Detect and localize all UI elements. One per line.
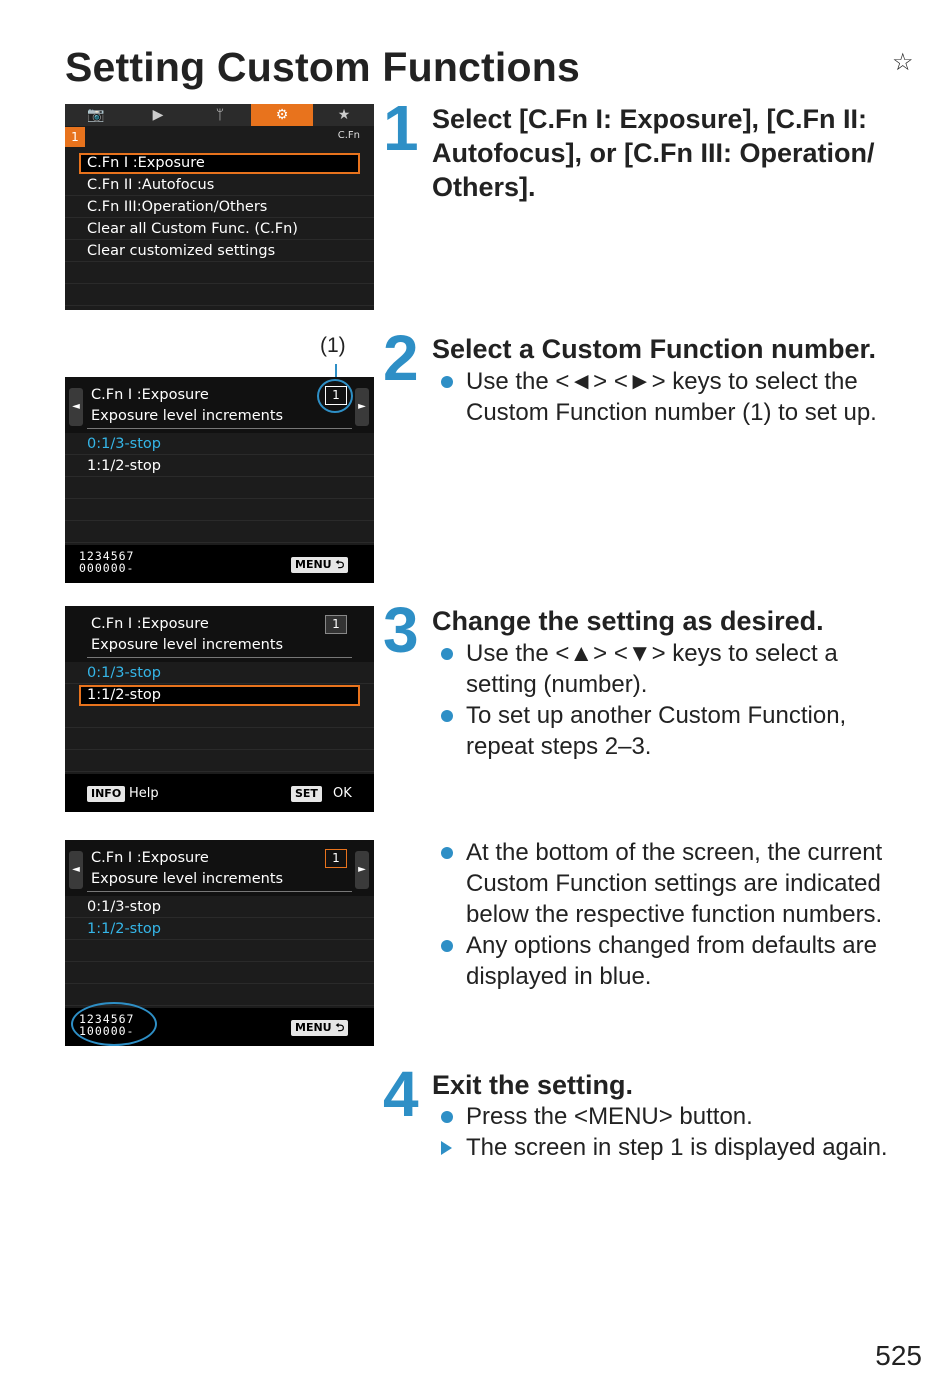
star-tab-icon: ★ [337,107,351,123]
bullet-item [433,930,933,992]
option-row[interactable]: 1:1/2-stop [65,456,374,477]
function-title [91,385,283,427]
heading-line: Select [C.Fn I: Exposure], [C.Fn II: [432,104,868,134]
current-settings: 000000- [79,561,135,575]
menu-item-clear-all[interactable]: Clear all Custom Func. (C.Fn) [65,219,374,240]
screen-current-settings [65,840,374,1046]
step-number: 1 [383,92,419,164]
bullet-line: setting (number). [466,671,648,698]
divider [87,428,352,429]
result-arrow-icon [441,1141,452,1155]
screen-select-number [65,377,374,583]
camera-icon: 📷 [87,107,105,123]
bullet-line: Use the <◄> <►> keys to select the [466,368,858,395]
empty-row [65,707,374,728]
right-arrow-icon[interactable]: ► [355,851,369,889]
empty-row [65,478,374,499]
option-row[interactable]: 0:1/3-stop [65,434,374,455]
current-settings: 100000- [79,1024,135,1038]
bullet-list [433,638,923,762]
result-item [433,1132,933,1163]
divider [87,891,352,892]
function-title [91,848,283,890]
right-arrow-icon[interactable]: ► [355,388,369,426]
callout-label: (1) [320,334,346,357]
bullet-item [433,700,923,762]
bullet-line: repeat steps 2–3. [466,733,652,760]
function-group: C.Fn I :Exposure [91,387,209,403]
divider [87,657,352,658]
function-name: Exposure level increments [91,408,284,424]
menu-key-label: MENU [295,1021,332,1034]
empty-row [65,963,374,984]
left-arrow-icon[interactable]: ◄ [69,388,83,426]
step-heading: Select a Custom Function number. [432,334,877,364]
function-numbers: 1234567 [79,1012,135,1026]
menu-item-operation[interactable]: C.Fn III:Operation/Others [65,197,374,218]
number-highlight-circle [317,379,353,413]
star-icon: ☆ [892,49,914,76]
page-number: 525 [875,1340,922,1371]
info-button[interactable]: INFO [87,786,125,802]
bullet-line: below the respective function numbers. [466,901,883,928]
heading-line: Others]. [432,172,536,202]
empty-row [65,522,374,543]
back-icon: ⮌ [335,558,345,571]
settings-highlight-ellipse [71,1002,157,1046]
bullet-dot-icon [441,847,453,859]
bullet-line: Custom Function settings are indicated [466,870,881,897]
function-group: C.Fn I :Exposure [91,850,209,866]
menu-button[interactable] [291,557,348,573]
function-header [65,840,374,896]
screen-change-setting [65,606,374,812]
option-row[interactable]: 0:1/3-stop [65,897,374,918]
step-heading [432,102,922,204]
bullet-list [433,1101,933,1163]
menu-empty-row [65,263,374,284]
menu-item-clear-customized[interactable]: Clear customized settings [65,241,374,262]
back-icon: ⮌ [335,1021,345,1034]
help-label: Help [129,786,159,801]
function-header [65,377,374,433]
function-title [91,614,283,656]
screen-footer [65,545,374,583]
menu-item-autofocus[interactable]: C.Fn II :Autofocus [65,175,374,196]
step-heading: Change the setting as desired. [432,606,824,636]
bullet-line: Any options changed from defaults are [466,932,877,959]
bullet-list [433,366,923,428]
bullet-line: Use the <▲> <▼> keys to select a [466,640,838,667]
function-group: C.Fn I :Exposure [91,616,209,632]
bullet-dot-icon [441,1111,453,1123]
bullet-line: To set up another Custom Function, [466,702,847,729]
screen-footer [65,1008,374,1046]
empty-row [65,729,374,750]
menu-button[interactable] [291,1020,348,1036]
menu-item-exposure[interactable]: C.Fn I :Exposure [79,153,360,174]
left-arrow-icon[interactable]: ◄ [69,851,83,889]
tab-setup[interactable] [189,104,251,126]
wrench-icon: ᛘ [215,107,225,123]
section-label: C.Fn [337,130,360,141]
screen-footer [65,774,374,812]
step-heading: Exit the setting. [432,1070,634,1100]
note-list [433,837,933,992]
step-number: 4 [383,1058,419,1130]
function-number: 1 [325,386,347,405]
function-name: Exposure level increments [91,637,284,653]
bullet-item [433,1101,933,1132]
page-indicator: 1 [65,127,85,147]
bullet-dot-icon [441,648,453,660]
function-numbers: 1234567 [79,549,135,563]
tab-shooting[interactable] [65,104,127,126]
empty-row [65,751,374,772]
menu-tab-bar [65,104,374,126]
bullet-dot-icon [441,710,453,722]
option-row[interactable]: 1:1/2-stop [65,919,374,940]
bullet-item [433,366,923,428]
function-header [65,606,374,662]
bullet-line: At the bottom of the screen, the current [466,839,883,866]
option-row-selected[interactable]: 1:1/2-stop [79,685,360,706]
custom-functions-icon: ⚙ [275,107,289,123]
bullet-line: displayed in blue. [466,963,652,990]
tab-my-menu[interactable] [313,104,374,126]
screen-menu [65,104,374,310]
function-number: 1 [325,615,347,634]
ok-label: OK [333,786,352,801]
play-icon: ▶ [152,107,164,123]
empty-row [65,941,374,962]
bullet-line: Press the <MENU> button. [466,1103,753,1130]
bullet-dot-icon [441,376,453,388]
step-number: 2 [383,322,419,394]
bullet-line: Custom Function number (1) to set up. [466,399,877,426]
step-number: 3 [383,594,419,666]
tab-custom-functions[interactable] [251,104,313,126]
page-title: Setting Custom Functions [65,44,580,90]
bullet-item [433,837,933,930]
function-number: 1 [325,849,347,868]
bullet-dot-icon [441,940,453,952]
menu-key-label: MENU [295,558,332,571]
result-line: The screen in step 1 is displayed again. [466,1134,888,1161]
option-row[interactable]: 0:1/3-stop [65,663,374,684]
function-name: Exposure level increments [91,871,284,887]
menu-empty-row [65,285,374,306]
tab-playback[interactable] [127,104,189,126]
heading-line: Autofocus], or [C.Fn III: Operation/ [432,138,875,168]
set-button[interactable]: SET [291,786,322,802]
bullet-item [433,638,923,700]
empty-row [65,500,374,521]
